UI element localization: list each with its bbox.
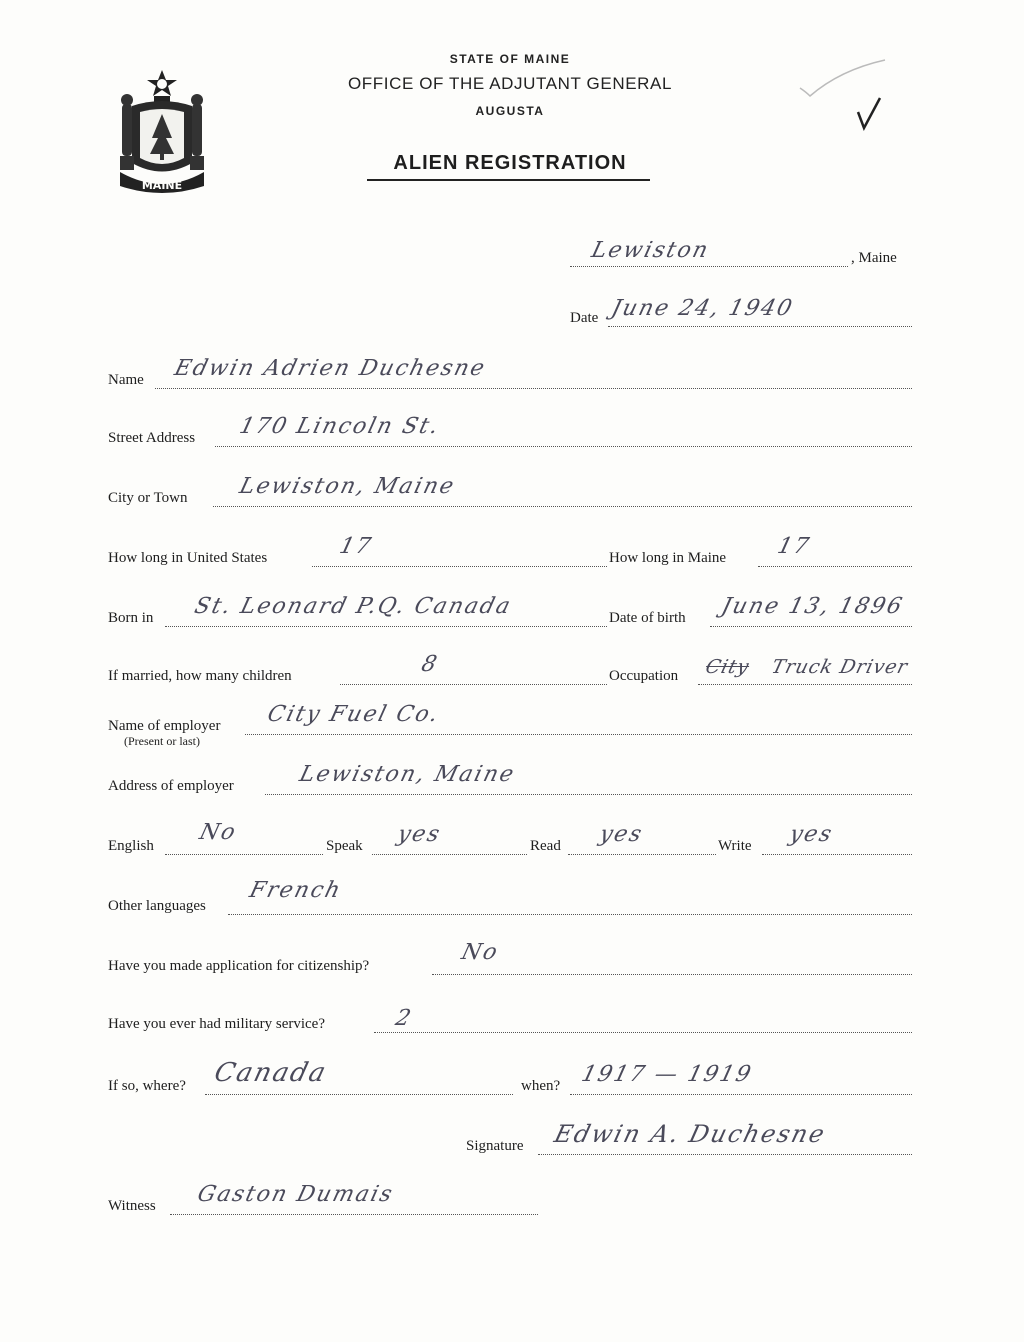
check-mark-icon (780, 50, 900, 140)
read-value: yes (596, 822, 646, 847)
street-value: 170 Lincoln St. (236, 414, 443, 439)
dob-line (710, 626, 912, 627)
maine-years-value: 17 (774, 534, 814, 559)
military-label: Have you ever had military service? (108, 1016, 325, 1032)
maine-years-line (758, 566, 912, 567)
employer-address-label: Address of employer (108, 778, 234, 794)
english-value: No (196, 820, 240, 845)
name-line (155, 388, 912, 389)
date-line (608, 326, 912, 327)
born-value: St. Leonard P.Q. Canada (191, 594, 515, 619)
maine-years-label: How long in Maine (609, 550, 727, 566)
military-value: 2 (392, 1006, 416, 1031)
dob-label: Date of birth (609, 610, 686, 626)
us-years-line (312, 566, 607, 567)
city-label: City or Town (108, 490, 188, 506)
employer-label: Name of employer (108, 718, 221, 734)
signature-value: Edwin A. Duchesne (551, 1120, 830, 1148)
place-line (570, 266, 848, 267)
state-of-maine-seal-icon (110, 68, 214, 198)
name-label: Name (108, 372, 144, 388)
city-value: Lewiston, Maine (236, 474, 459, 499)
born-line (165, 626, 607, 627)
write-value: yes (786, 822, 836, 847)
title-underline (367, 179, 650, 181)
english-label: English (108, 838, 154, 854)
city-line (213, 506, 912, 507)
dob-value: June 13, 1896 (718, 594, 907, 619)
employer-line (245, 734, 912, 735)
read-label: Read (530, 838, 561, 854)
employer-sublabel: (Present or last) (124, 734, 200, 748)
citizenship-value: No (458, 940, 502, 965)
occupation-label: Occupation (609, 668, 679, 684)
write-line (762, 854, 912, 855)
other-languages-line (228, 914, 912, 915)
citizenship-line (432, 974, 912, 975)
us-years-value: 17 (336, 534, 376, 559)
occupation-line (698, 684, 912, 685)
city-heading: AUGUSTA (475, 104, 545, 118)
street-label: Street Address (108, 430, 196, 446)
read-line (568, 854, 716, 855)
where-value: Canada (211, 1058, 331, 1088)
occupation-struck-value: City (703, 656, 752, 678)
english-line (165, 854, 323, 855)
other-languages-value: French (246, 878, 345, 903)
children-value: 8 (418, 652, 442, 677)
children-label: If married, how many children (108, 668, 292, 684)
date-label: Date (570, 310, 599, 326)
form-title: ALIEN REGISTRATION (393, 152, 627, 174)
employer-value: City Fuel Co. (264, 702, 443, 727)
children-line (340, 684, 607, 685)
witness-value: Gaston Dumais (194, 1182, 397, 1207)
employer-address-value: Lewiston, Maine (296, 762, 519, 787)
seal-text: MAINE (141, 179, 183, 192)
when-value: 1917 — 1919 (578, 1062, 756, 1087)
where-label: If so, where? (108, 1078, 186, 1094)
born-label: Born in (108, 610, 154, 626)
where-line (205, 1094, 513, 1095)
employer-address-line (265, 794, 912, 795)
witness-line (170, 1214, 538, 1215)
other-languages-label: Other languages (108, 898, 206, 914)
military-line (374, 1032, 912, 1033)
speak-value: yes (394, 822, 444, 847)
occupation-value: Truck Driver (769, 656, 911, 678)
state-heading: STATE OF MAINE (449, 52, 571, 66)
witness-label: Witness (108, 1198, 156, 1214)
name-value: Edwin Adrien Duchesne (171, 356, 489, 381)
street-line (215, 446, 912, 447)
write-label: Write (718, 838, 752, 854)
office-heading: OFFICE OF THE ADJUTANT GENERAL (347, 74, 673, 93)
when-line (570, 1094, 912, 1095)
place-label: , Maine (851, 250, 897, 266)
speak-label: Speak (326, 838, 363, 854)
date-value: June 24, 1940 (608, 296, 797, 321)
place-value: Lewiston (588, 238, 713, 263)
signature-line (538, 1154, 912, 1155)
speak-line (372, 854, 527, 855)
us-years-label: How long in United States (108, 550, 268, 566)
when-label: when? (521, 1078, 561, 1094)
signature-label: Signature (466, 1138, 524, 1154)
citizenship-label: Have you made application for citizenship? (108, 958, 370, 974)
